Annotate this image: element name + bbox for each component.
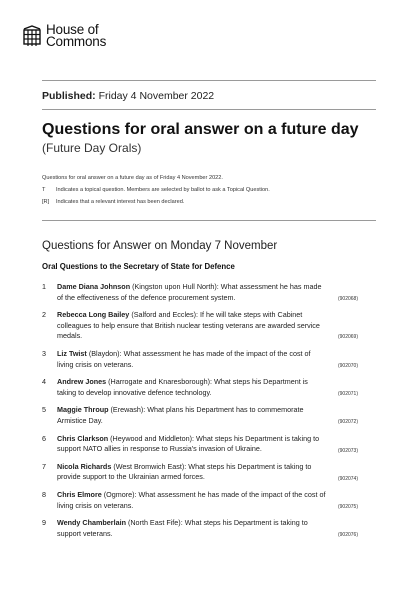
subsection-heading: Oral Questions to the Secretary of State for Defence [42,262,235,271]
question-number: 7 [42,461,46,471]
question-ref: (902076) [337,532,358,539]
intro-notes [42,172,270,208]
published-label: Published: [42,90,96,102]
key-topical [42,184,270,196]
question-item [42,377,358,398]
question-ref: (902072) [337,419,358,426]
constituency: (Harrogate and Knaresborough): [108,377,213,387]
constituency: (Ogmore): [103,489,137,499]
question-text: What steps his Department is taking to [188,461,312,471]
member-name: Andrew Jones [57,377,107,387]
question-text: living crisis on veterans. [57,359,134,369]
top-divider [42,80,376,81]
member-name: Dame Diana Johnson [57,282,131,291]
question-text: Armistice Day. [57,415,103,425]
key-text: Indicates that a relevant interest has been declared. [56,199,185,205]
house-of-commons-logo [22,24,106,48]
question-ref: (902071) [337,391,358,398]
key-interest [42,196,270,208]
question-text: medals. [57,331,83,341]
question-ref: (902068) [337,296,358,302]
question-text: What assessment he has made [220,282,322,291]
question-item [42,434,358,455]
question-text: What steps his Department is taking to [184,518,308,528]
page-title: Questions for oral answer on a future day [42,121,359,138]
logo-line-2: Commons [46,34,107,49]
question-text: provide support to the Ukrainian armed forces. [57,472,205,482]
published-date: Friday 4 November 2022 [98,90,215,102]
member-name: Wendy Chamberlain [57,518,126,528]
question-number: 8 [42,489,46,499]
published-divider [42,109,376,110]
question-text: support NATO allies in response to Russia's invasion of Ukraine. [57,444,262,454]
question-text: What plans his Department has to commemorate [147,405,304,415]
published-line [42,90,214,102]
question-ref: (902069) [337,334,358,341]
question-ref: (902074) [337,475,358,482]
question-item [42,349,358,370]
question-ref: (902073) [337,447,358,454]
constituency: (North East Fife): [127,518,183,528]
constituency: (Heywood and Middleton): [110,433,195,443]
question-ref: (902075) [337,503,358,510]
question-text: of the effectiveness of the defence procurement system. [57,292,236,302]
logo-line-1: House of [46,22,99,37]
question-number: 1 [42,282,46,291]
question-number: 5 [42,405,46,415]
question-item [42,310,358,342]
member-name: Rebecca Long Bailey [57,310,130,320]
key-symbol: T [42,187,46,193]
question-ref: (902070) [337,362,358,369]
question-text: taking to develop innovative defence technology. [57,387,212,397]
portcullis-icon [22,25,42,47]
key-text: Indicates a topical question. Members are selected by ballot to ask a Topical Question. [56,187,270,193]
constituency: (Kingston upon Hull North): [132,282,219,291]
member-name: Liz Twist [57,348,87,358]
intro-divider [42,220,376,221]
constituency: (Blaydon): [88,348,122,358]
question-number: 9 [42,518,46,528]
questions-list [42,282,358,539]
intro-line: Questions for oral answer on a future day as of Friday 4 November 2022. [42,175,223,181]
question-text: living crisis on veterans. [57,500,134,510]
question-text: What steps his Department is [214,377,308,387]
question-text: colleagues to help ensure that British nuclear testing veterans are awarded service [57,320,320,330]
question-text: support veterans. [57,528,113,538]
question-item [42,462,358,483]
member-name: Chris Elmore [57,489,102,499]
member-name: Chris Clarkson [57,433,109,443]
question-text: If he will take steps with Cabinet [200,310,303,320]
constituency: (West Bromwich East): [113,461,187,471]
member-name: Nicola Richards [57,461,112,471]
question-item [42,490,358,511]
question-number: 6 [42,433,46,443]
question-text: What assessment he has made of the impact of the cost of [138,489,326,499]
constituency: (Erewash): [110,405,146,415]
key-symbol: [R] [42,199,50,205]
question-item [42,518,358,539]
question-number: 2 [42,310,46,320]
constituency: (Salford and Eccles): [131,310,199,320]
section-heading: Questions for Answer on Monday 7 November [42,240,278,252]
page-subtitle: (Future Day Orals) [42,141,142,155]
question-number: 4 [42,377,46,387]
question-number: 3 [42,348,46,358]
question-text: What steps his Department is taking to [196,433,320,443]
question-item [42,282,358,303]
question-text: What assessment he has made of the impact of the cost of [123,348,311,358]
member-name: Maggie Throup [57,405,109,415]
question-item [42,405,358,426]
logo-wordmark [46,24,106,48]
